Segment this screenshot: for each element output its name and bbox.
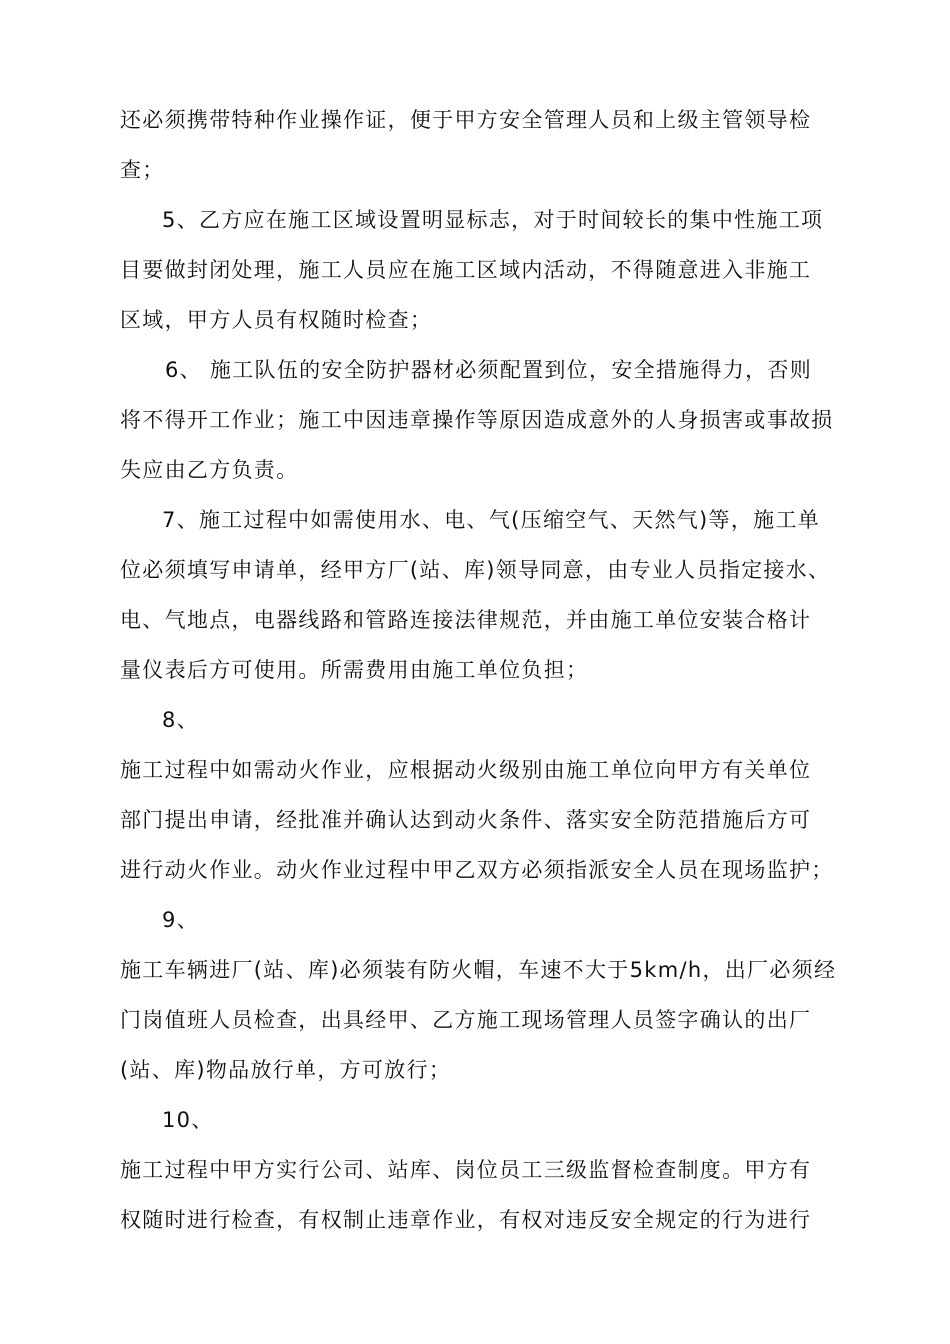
text-line: 7、施工过程中如需使用水、电、气(压缩空气、天然气)等，施工单 [162, 508, 821, 532]
text-line: 部门提出申请，经批准并确认达到动火条件、落实安全防范措施后方可 [120, 808, 812, 832]
text-line: 施工过程中甲方实行公司、站库、岗位员工三级监督检查制度。甲方有 [120, 1158, 812, 1182]
text-line: 失应由乙方负责。 [120, 458, 299, 482]
text-line: 位必须填写申请单，经甲方厂(站、库)领导同意，由专业人员指定接水、 [120, 558, 831, 582]
text-line: 门岗值班人员检查，出具经甲、乙方施工现场管理人员签字确认的出厂 [120, 1008, 812, 1032]
text-line: 9、 [162, 908, 199, 932]
text-line: 电、气地点，电器线路和管路连接法律规范，并由施工单位安装合格计 [120, 608, 812, 632]
text-line: 6、 施工队伍的安全防护器材必须配置到位，安全措施得力，否则 [165, 358, 813, 382]
text-line: 施工车辆进厂(站、库)必须装有防火帽，车速不大于5km/h，出厂必须经 [120, 958, 837, 982]
text-line: 进行动火作业。动火作业过程中甲乙双方必须指派安全人员在现场监护； [120, 858, 834, 882]
text-line: 8、 [162, 708, 199, 732]
text-line: 区域，甲方人员有权随时检查； [120, 308, 433, 332]
text-line: 施工过程中如需动火作业，应根据动火级别由施工单位向甲方有关单位 [120, 758, 812, 782]
text-line: (站、库)物品放行单，方可放行； [120, 1058, 452, 1082]
text-line: 权随时进行检查，有权制止违章作业，有权对违反安全规定的行为进行 [120, 1208, 812, 1232]
text-line: 将不得开工作业；施工中因违章操作等原因造成意外的人身损害或事故损 [120, 408, 834, 432]
text-line: 量仪表后方可使用。所需费用由施工单位负担； [120, 658, 589, 682]
text-line: 查； [120, 158, 165, 182]
text-line: 还必须携带特种作业操作证，便于甲方安全管理人员和上级主管领导检 [120, 108, 812, 132]
text-line: 10、 [162, 1108, 214, 1132]
text-line: 5、乙方应在施工区域设置明显标志，对于时间较长的集中性施工项 [162, 208, 824, 232]
text-line: 目要做封闭处理，施工人员应在施工区域内活动，不得随意进入非施工 [120, 258, 812, 282]
